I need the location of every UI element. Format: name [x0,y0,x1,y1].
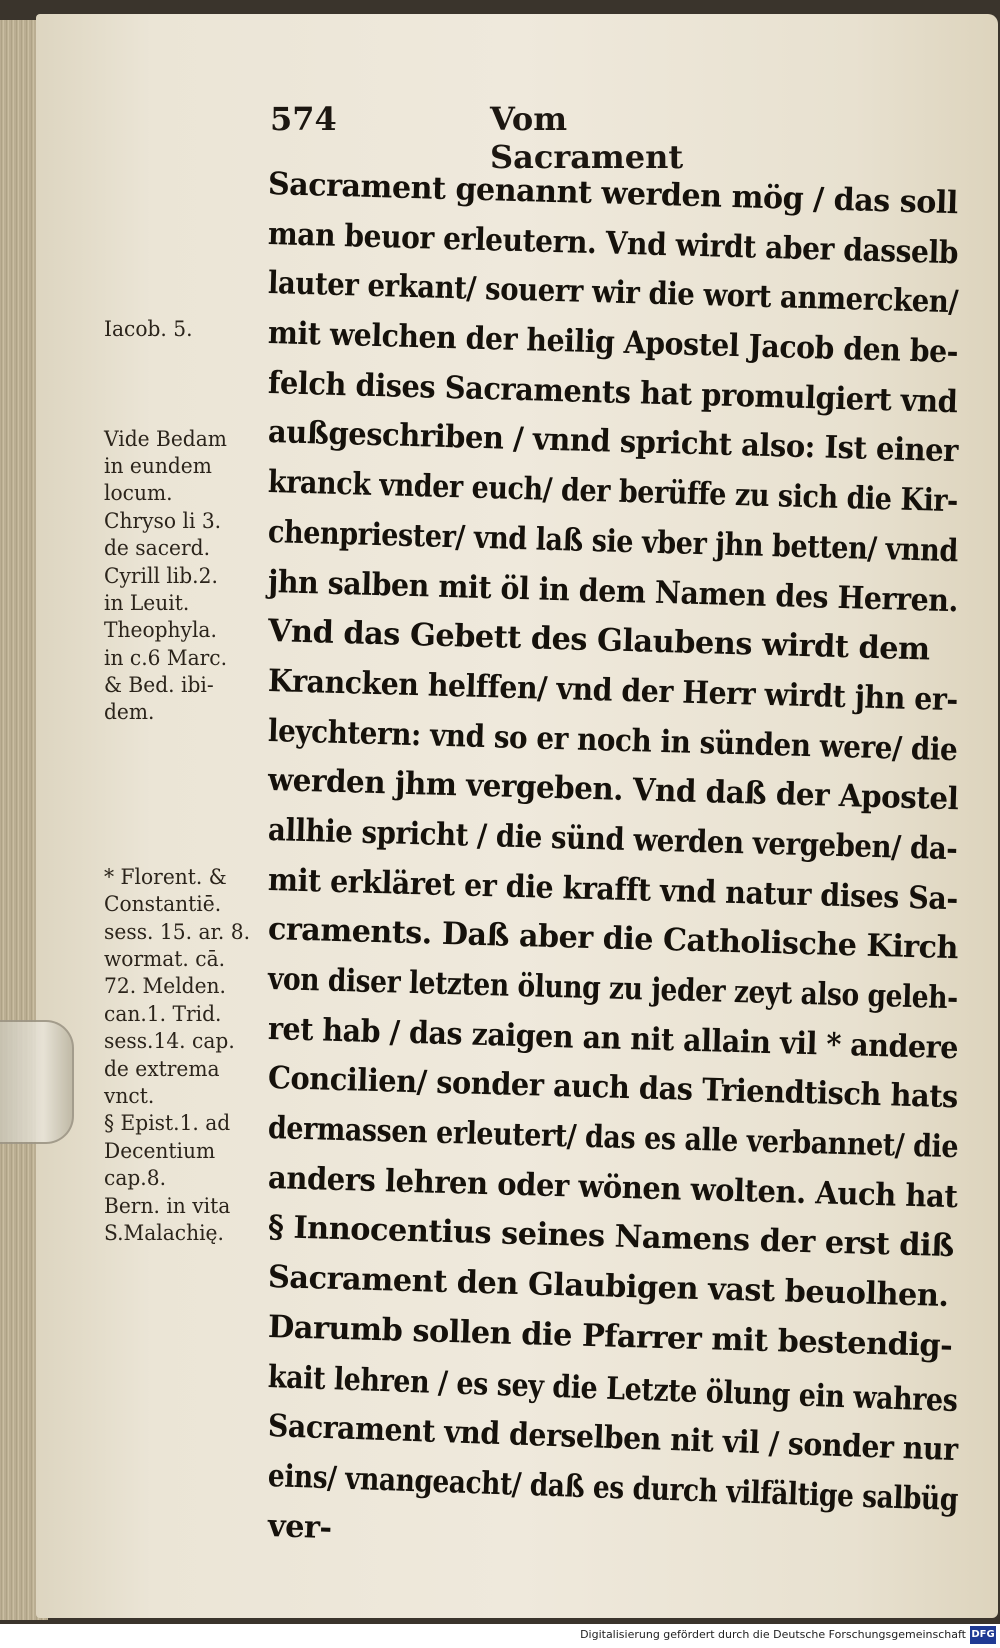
body-text [268,160,973,1551]
text-line: Sacrament vnd derselben nit vil / sonder nur [267,1408,959,1469]
funding-credit: Digitalisierung gefördert durch die Deutsche Forschungsgemeinschaft [580,1628,966,1641]
margin-note: * Florent. & [104,864,227,889]
text-line: dermassen erleutert/ das es alle verbannet/ die [267,1110,959,1166]
margin-note [104,343,256,370]
margin-note: Chryso li 3. [104,508,222,533]
text-line: chenpriester/ vnd laß sie vber jhn betten/ vnnd [267,513,959,570]
margin-note [104,727,256,754]
text-line: kranck vnder euch/ der berüffe zu sich die Kir- [267,464,959,520]
margin-note: can.1. Trid. [104,1001,222,1026]
running-title: Vom Sacrament [490,100,684,176]
margin-note [104,371,256,398]
text-line: mit welchen der heilig Apostel Jacob den be- [267,315,959,371]
margin-note [104,398,256,425]
text-line: leychtern: vnd so er noch in sünden were/ die [267,712,958,768]
margin-note: wormat. cā. [104,946,226,971]
margin-note [104,754,256,781]
margin-note: & Bed. ibi- [104,673,214,698]
text-line: eins/ vnangeacht/ daß es durch vilfältige salbüg [267,1457,959,1518]
margin-note: Decentium [104,1138,216,1163]
margin-note: Constantiē. [104,892,222,917]
text-line: Vnd das Gebett des Glaubens wirdt dem [267,613,931,668]
margin-note: Cyrill lib.2. [104,563,218,588]
margin-note: 72. Melden. [104,974,226,999]
text-line: Darumb sollen die Pfarrer mit bestendig- [267,1308,953,1364]
text-line: Krancken helffen/ vnd der Herr wirdt jhn er- [267,662,959,719]
text-line: Concilien/ sonder auch das Triendtisch hats [267,1060,959,1116]
text-line: § Innocentius seines Namens der erst diß [267,1209,955,1265]
text-line: ver- [267,1507,333,1546]
text-line: außgeschriben / vnnd spricht also: Ist einer [267,414,959,470]
margin-note: Vide Bedam [104,426,227,451]
margin-note: in Leuit. [104,590,190,615]
margin-note: dem. [104,700,155,725]
margin-note: S.Malachię. [104,1220,224,1245]
margin-note [104,782,256,809]
text-line: craments. Daß aber die Catholische Kirch [267,911,959,967]
margin-note: in eundem [104,453,212,478]
text-line: man beuor erleutern. Vnd wirdt aber dasselb [267,215,959,271]
text-line: ret hab / das zaigen an nit allain vil * andere [267,1010,959,1066]
margin-note: Theophyla. [104,618,217,643]
margin-note [104,809,256,836]
margin-note: vnct. [104,1083,155,1108]
margin-note: locum. [104,481,173,506]
margin-note: § Epist.1. ad [104,1111,231,1136]
text-line: Sacrament genannt werden mög / das soll [267,166,959,222]
text-line: felch dises Sacraments hat promulgiert vnd [267,364,958,420]
margin-note: in c.6 Marc. [104,645,228,670]
footer-bar [0,1624,1000,1648]
margin-note: Bern. in vita [104,1193,231,1218]
margin-note: de sacerd. [104,536,211,561]
page-header [270,100,770,176]
text-line: kait lehren / es sey die Letzte ölung ein wahres [267,1358,959,1419]
margin-note: sess.14. cap. [104,1029,235,1054]
text-line: werden jhm vergeben. Vnd daß der Apostel [267,762,959,818]
margin-note [104,836,256,863]
margin-note: Iacob. 5. [104,317,193,341]
text-line: anders lehren oder wönen wolten. Auch hat [267,1159,958,1215]
text-line: allhie spricht / die sünd werden vergeben/ da- [267,811,958,868]
page-number: 574 [270,100,337,138]
margin-note: cap.8. [104,1166,166,1191]
margin-note: de extrema [104,1056,220,1081]
text-line: jhn salben mit öl in dem Namen des Herren. [267,563,959,619]
text-line: von diser letzten ölung zu jeder zeyt also geleh- [267,961,959,1017]
bookmark-clip [0,1020,74,1144]
text-line: mit erkläret er die krafft vnd natur dises Sa- [267,861,959,917]
text-line: Sacrament den Glaubigen vast beuolhen. [267,1259,950,1315]
text-line: lauter erkant/ souerr wir die wort anmercken/ [267,265,959,321]
dfg-logo: DFG [970,1626,996,1644]
margin-notes [104,316,262,1247]
margin-note: sess. 15. ar. 8. [104,919,251,944]
